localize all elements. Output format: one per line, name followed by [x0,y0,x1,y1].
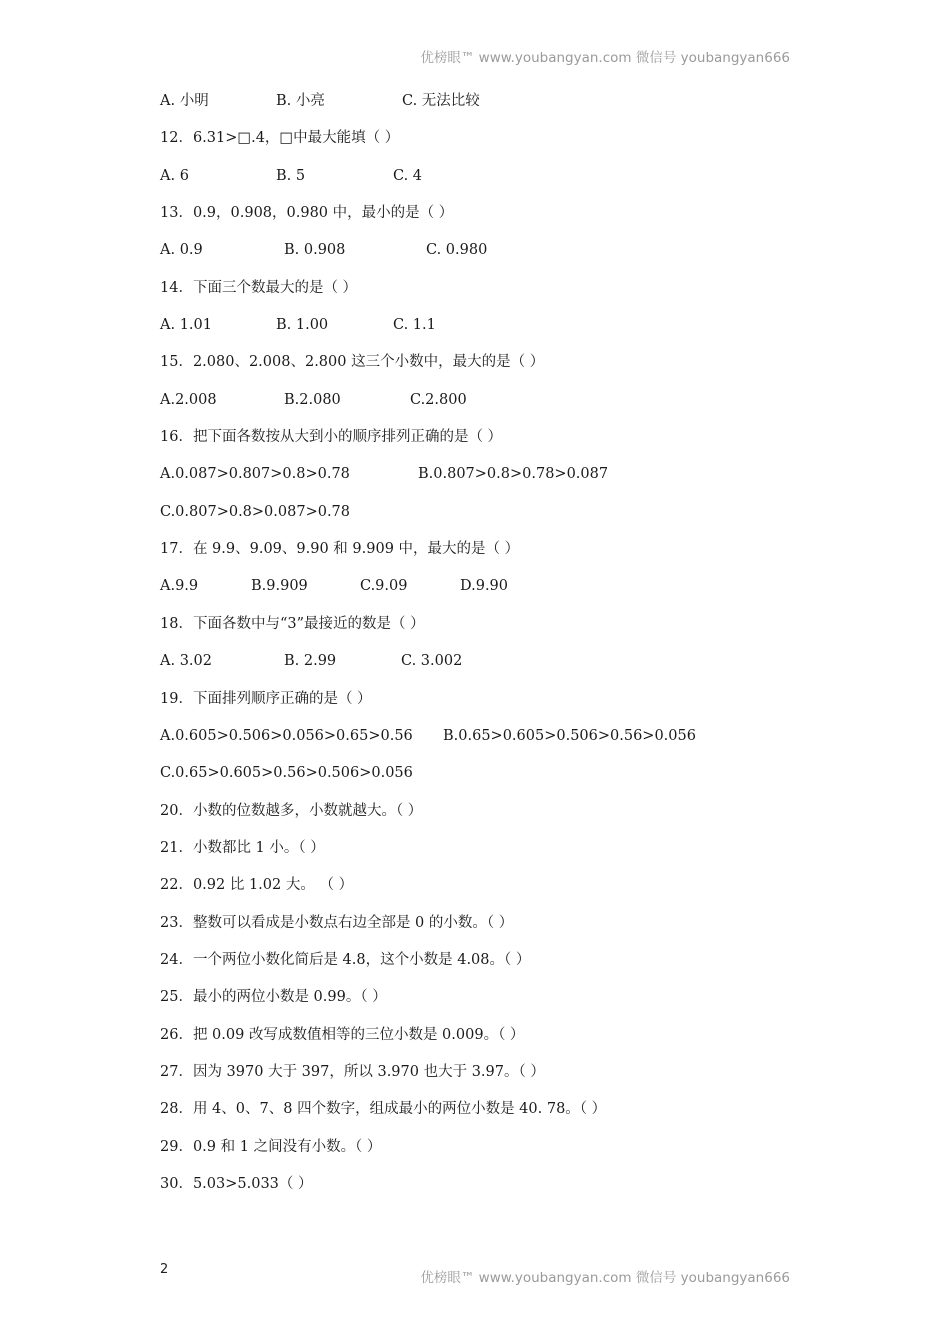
question-text: 24．一个两位小数化简后是 4.8，这个小数是 4.08。（ ） [160,951,531,968]
question-text: 30．5.03>5.033（ ） [160,1175,313,1192]
answer-options-row [160,239,860,276]
question-text: 15．2.080、2.008、2.800 这三个小数中，最大的是（ ） [160,354,545,371]
answer-option: C. 无法比较 [402,93,480,109]
answer-option: A.9.9 [160,578,199,595]
answer-options-row [160,463,860,500]
question-text: 21．小数都比 1 小。（ ） [160,839,325,856]
answer-option: A. 3.02 [160,653,212,670]
question-text: 12．6.31>□.4，□中最大能填（ ） [160,130,400,147]
answer-option: B.0.807>0.8>0.78>0.087 [418,466,609,483]
answer-option: C.2.800 [410,391,467,408]
page-number: 2 [160,1262,169,1277]
answer-option: B. 0.908 [284,242,346,259]
answer-option: B.0.65>0.605>0.506>0.56>0.056 [443,727,696,744]
answer-options-row [160,165,860,202]
answer-option: A. 小明 [160,93,209,109]
question-text: 28．用 4、0、7、8 四个数字，组成最小的两位小数是 40. 78。（ ） [160,1101,607,1118]
answer-options-row [160,389,860,426]
answer-option: C.0.65>0.605>0.56>0.506>0.056 [160,765,413,782]
question-text: 29．0.9 和 1 之间没有小数。（ ） [160,1138,382,1155]
answer-options-row [160,90,860,127]
answer-option: C. 0.980 [426,242,488,259]
answer-option: A.2.008 [160,391,217,408]
question-text: 13．0.9，0.908，0.980 中，最小的是（ ） [160,205,454,222]
question-list [160,90,860,1210]
answer-options-row [160,501,860,538]
question-text: 22．0.92 比 1.02 大。 （ ） [160,877,354,894]
question-text: 16．把下面各数按从大到小的顺序排列正确的是（ ） [160,429,503,446]
answer-option: C.0.807>0.8>0.087>0.78 [160,503,351,520]
question-text: 23．整数可以看成是小数点右边全部是 0 的小数。（ ） [160,914,514,931]
answer-option: C. 3.002 [401,653,463,670]
answer-option: C.9.09 [360,578,408,595]
footer-watermark: 优榜眼™ www.youbangyan.com 微信号 youbangyan666 [420,1270,790,1286]
answer-options-row [160,650,860,687]
question-text: 19．下面排列顺序正确的是（ ） [160,690,372,707]
answer-option: B. 1.00 [276,317,329,334]
answer-option: C. 4 [393,167,423,184]
answer-option: B.2.080 [284,391,341,408]
answer-option: D.9.90 [460,578,509,595]
question-text: 27．因为 3970 大于 397，所以 3.970 也大于 3.97。（ ） [160,1063,545,1080]
question-text: 14．下面三个数最大的是（ ） [160,279,358,296]
answer-option: A. 6 [160,167,189,184]
answer-options-row [160,762,860,799]
question-text: 17．在 9.9、9.09、9.90 和 9.909 中，最大的是（ ） [160,541,520,558]
question-text: 18．下面各数中与“3”最接近的数是（ ） [160,615,425,632]
answer-option: A.0.087>0.807>0.8>0.78 [160,466,350,483]
answer-options-row [160,314,860,351]
answer-option: A. 1.01 [160,317,212,334]
answer-options-row [160,575,860,612]
question-text: 20．小数的位数越多，小数就越大。（ ） [160,802,423,819]
question-text: 26．把 0.09 改写成数值相等的三位小数是 0.009。（ ） [160,1026,525,1043]
answer-options-row [160,725,860,762]
header-watermark: 优榜眼™ www.youbangyan.com 微信号 youbangyan666 [420,50,790,66]
answer-option: A.0.605>0.506>0.056>0.65>0.56 [160,727,413,744]
answer-option: C. 1.1 [393,317,436,334]
answer-option: B. 2.99 [284,653,337,670]
answer-option: B. 5 [276,167,306,184]
answer-option: B.9.909 [251,578,308,595]
question-text: 25．最小的两位小数是 0.99。（ ） [160,989,387,1006]
answer-option: B. 小亮 [276,93,325,109]
answer-option: A. 0.9 [160,242,203,259]
